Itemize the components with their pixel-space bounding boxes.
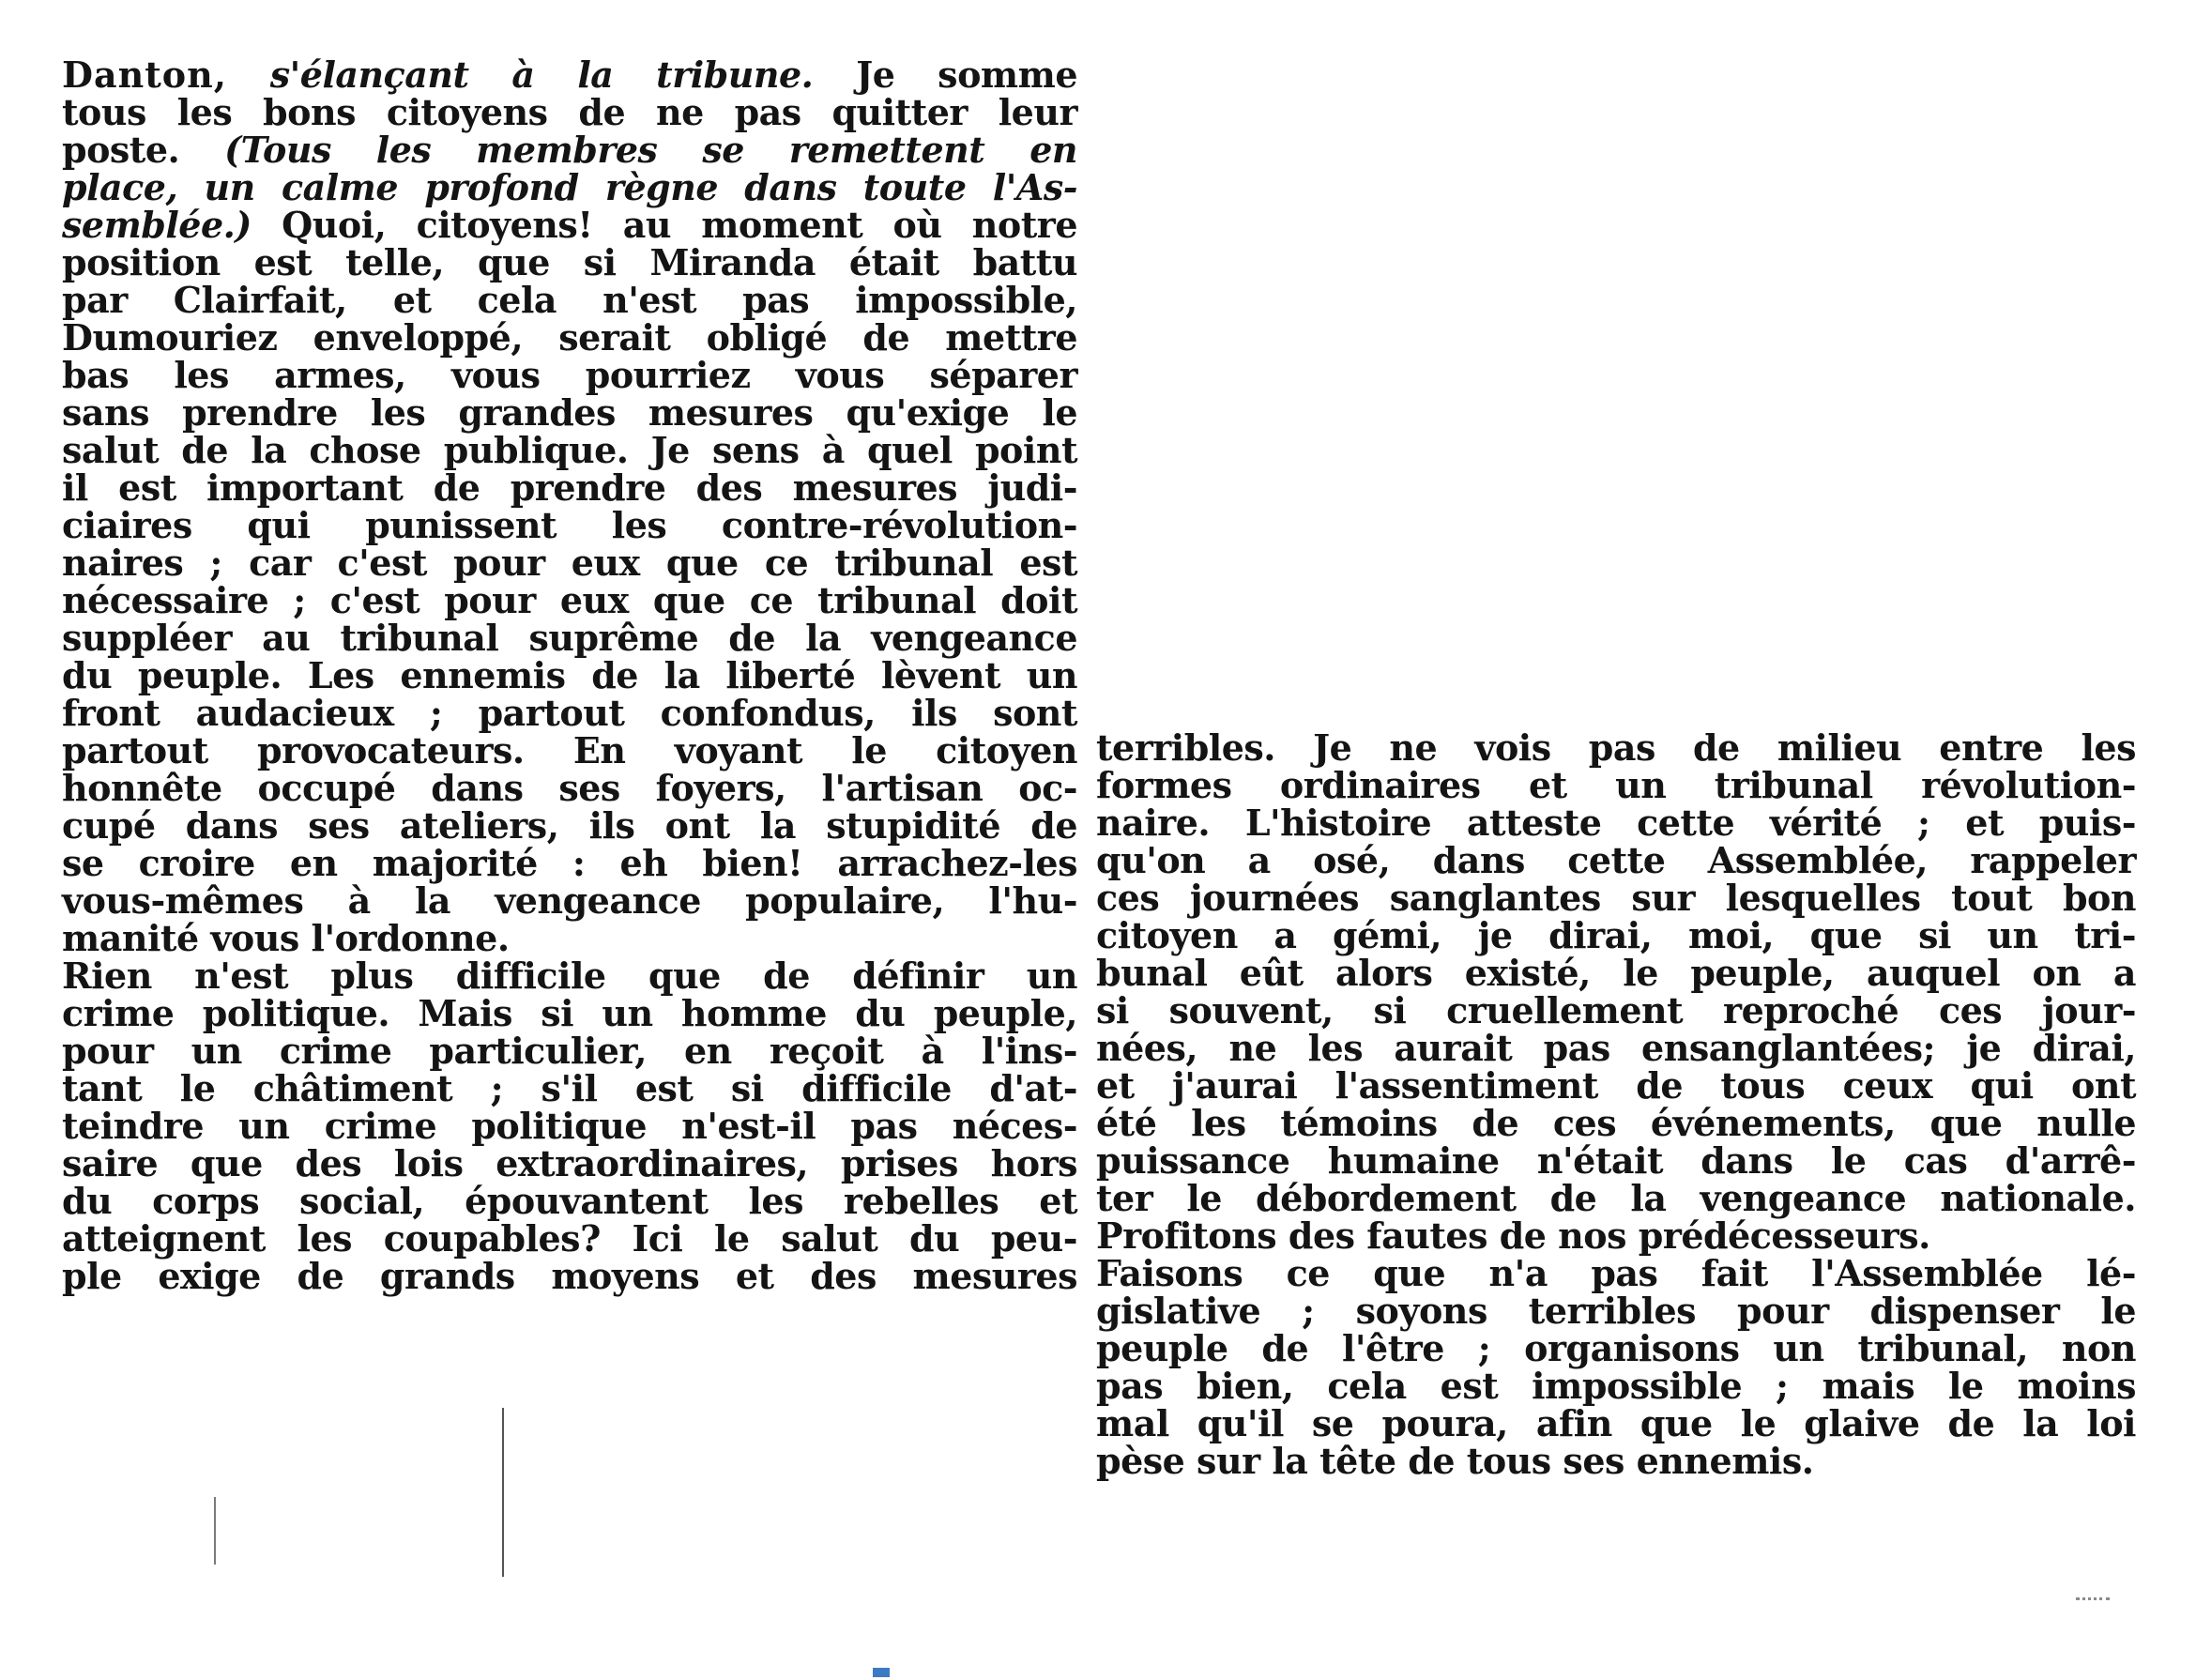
text-segment: position est telle, que si Miranda était battu	[62, 241, 1077, 283]
text-segment: par Clairfait, et cela n'est pas impossible,	[62, 279, 1077, 321]
text-segment: tant le châtiment ; s'il est si difficile d'at-	[62, 1067, 1077, 1109]
text-segment: Je somme	[813, 53, 1078, 96]
text-line	[1096, 764, 2136, 806]
text-line	[1096, 1139, 2136, 1182]
text-segment: manité vous l'ordonne.	[62, 917, 510, 959]
text-line	[62, 917, 1077, 959]
text-line	[1096, 1440, 2136, 1482]
text-segment: crime politique. Mais si un homme du peuple,	[62, 992, 1077, 1034]
left-text-column	[62, 53, 1078, 1297]
text-line	[1096, 989, 2136, 1031]
text-segment: tous les bons citoyens de ne pas quitter leur	[62, 91, 1077, 133]
stage-direction: (Tous les membres se remettent en	[224, 129, 1078, 171]
text-line	[62, 429, 1077, 471]
text-segment: formes ordinaires et un tribunal révolution-	[1096, 764, 2136, 806]
text-line	[62, 842, 1077, 884]
text-segment: nécessaire ; c'est pour eux que ce tribunal doit	[62, 579, 1077, 621]
text-line	[62, 1255, 1077, 1297]
stage-direction: place, un calme profond règne dans toute l'As-	[62, 166, 1077, 208]
text-segment: nées, ne les aurait pas ensanglantées; je dirai,	[1096, 1027, 2136, 1069]
text-line	[62, 391, 1077, 434]
text-line	[1096, 1214, 2136, 1257]
text-line	[62, 1067, 1077, 1109]
text-line	[62, 91, 1077, 133]
text-segment: teindre un crime politique n'est-il pas néces-	[62, 1105, 1077, 1147]
text-line	[62, 279, 1077, 321]
text-segment: ple exige de grands moyens et des mesures	[62, 1255, 1077, 1297]
text-line	[62, 804, 1077, 847]
text-segment: naires ; car c'est pour eux que ce tribunal est	[62, 542, 1077, 584]
text-segment: vous-mêmes à la vengeance populaire, l'hu-	[62, 879, 1077, 922]
text-line	[1096, 1367, 2136, 1405]
text-line	[62, 692, 1077, 734]
text-segment: poste.	[62, 129, 225, 171]
text-line	[1096, 804, 2136, 842]
text-line	[62, 1217, 1077, 1260]
text-line	[1096, 1027, 2136, 1069]
text-segment: et j'aurai l'assentiment de tous ceux qui ont	[1096, 1064, 2136, 1107]
text-segment: mal qu'il se poura, afin que le glaive de la loi	[1096, 1402, 2136, 1444]
text-line	[62, 879, 1077, 922]
text-line	[62, 729, 1077, 771]
text-segment: atteignent les coupables? Ici le salut du peu-	[62, 1217, 1077, 1260]
text-line	[1096, 726, 2136, 769]
text-line	[62, 166, 1077, 208]
text-line	[1096, 1177, 2136, 1219]
stage-direction: semblée.)	[62, 204, 252, 246]
text-line	[1096, 914, 2136, 956]
column-rule-mark	[214, 1497, 216, 1565]
text-line	[62, 504, 1077, 546]
text-segment: sans prendre les grandes mesures qu'exige le	[62, 391, 1077, 434]
text-segment: Quoi, citoyens! au moment où notre	[251, 204, 1077, 246]
speaker-name: Danton,	[62, 53, 227, 96]
text-segment: partout provocateurs. En voyant le citoyen	[62, 729, 1077, 771]
text-line	[1096, 1064, 2136, 1107]
text-segment: si souvent, si cruellement reproché ces jour-	[1096, 989, 2136, 1031]
text-segment: salut de la chose publique. Je sens à quel point	[62, 429, 1077, 471]
text-segment: suppléer au tribunal suprême de la vengeance	[62, 617, 1077, 659]
text-line	[62, 1180, 1077, 1222]
text-segment: citoyen a gémi, je dirai, moi, que si un tri-	[1096, 914, 2136, 956]
text-line	[62, 767, 1077, 809]
text-line	[1096, 1252, 2136, 1294]
text-segment: pas bien, cela est impossible ; mais le moins	[1096, 1365, 2136, 1407]
right-text-column	[1096, 726, 2136, 1482]
text-line	[62, 241, 1077, 283]
text-line	[62, 206, 1077, 244]
text-line	[62, 316, 1077, 359]
scan-artifact-blue-mark	[873, 1668, 890, 1677]
text-line	[62, 53, 1078, 96]
text-line	[62, 466, 1077, 509]
text-line	[62, 1142, 1077, 1184]
text-line	[62, 579, 1077, 621]
text-line	[62, 654, 1077, 696]
column-rule-mark	[502, 1408, 504, 1577]
stage-direction: s'élançant à la tribune.	[226, 53, 814, 96]
text-segment: honnête occupé dans ses foyers, l'artisan oc-	[62, 767, 1077, 809]
text-segment: Rien n'est plus difficile que de définir un	[62, 955, 1077, 997]
text-segment: pour un crime particulier, en reçoit à l'ins-	[62, 1030, 1077, 1072]
text-segment: terribles. Je ne vois pas de milieu entre les	[1096, 726, 2136, 769]
text-line	[62, 131, 1077, 169]
text-segment: ciaires qui punissent les contre-révolution-	[62, 504, 1077, 546]
text-segment: du peuple. Les ennemis de la liberté lèvent un	[62, 654, 1077, 696]
text-segment: saire que des lois extraordinaires, prises hors	[62, 1142, 1077, 1184]
text-segment: se croire en majorité : eh bien! arrachez-les	[62, 842, 1077, 884]
text-segment: naire. L'histoire atteste cette vérité ; et puis-	[1096, 802, 2136, 844]
text-line	[62, 354, 1077, 396]
text-line	[1096, 952, 2136, 994]
text-segment: peuple de l'être ; organisons un tribunal, non	[1096, 1327, 2136, 1369]
text-segment: bas les armes, vous pourriez vous séparer	[62, 354, 1077, 396]
text-line	[62, 992, 1077, 1034]
text-line	[1096, 879, 2136, 917]
text-segment: front audacieux ; partout confondus, ils sont	[62, 692, 1077, 734]
text-segment: Faisons ce que n'a pas fait l'Assemblée lé-	[1096, 1252, 2136, 1294]
text-segment: gislative ; soyons terribles pour dispenser le	[1096, 1290, 2136, 1332]
text-segment: du corps social, épouvantent les rebelles et	[62, 1180, 1077, 1222]
text-segment: il est important de prendre des mesures judi-	[62, 466, 1077, 509]
text-line	[1096, 1102, 2136, 1144]
text-line	[62, 544, 1077, 582]
text-segment: ces journées sanglantes sur lesquelles tout bon	[1096, 877, 2136, 919]
text-segment: bunal eût alors existé, le peuple, auquel on a	[1096, 952, 2136, 994]
text-line	[1096, 1327, 2136, 1369]
text-line	[1096, 839, 2136, 881]
text-line	[62, 619, 1077, 657]
text-segment: ter le débordement de la vengeance nationale.	[1096, 1177, 2136, 1219]
text-segment: qu'on a osé, dans cette Assemblée, rappeler	[1096, 839, 2136, 881]
text-segment: pèse sur la tête de tous ses ennemis.	[1096, 1440, 1814, 1482]
text-line	[1096, 1402, 2136, 1444]
text-segment: cupé dans ses ateliers, ils ont la stupidité de	[62, 804, 1077, 847]
text-segment: puissance humaine n'était dans le cas d'arrê-	[1096, 1139, 2136, 1182]
text-segment: Profitons des fautes de nos prédécesseurs.	[1096, 1214, 1930, 1257]
text-line	[1096, 1292, 2136, 1330]
text-line	[62, 1107, 1077, 1145]
text-segment: été les témoins de ces événements, que nulle	[1096, 1102, 2136, 1144]
text-segment: Dumouriez enveloppé, serait obligé de mettre	[62, 316, 1077, 359]
scan-artifact-dots	[2076, 1597, 2110, 1603]
text-line	[62, 1032, 1077, 1070]
text-line	[62, 957, 1077, 995]
